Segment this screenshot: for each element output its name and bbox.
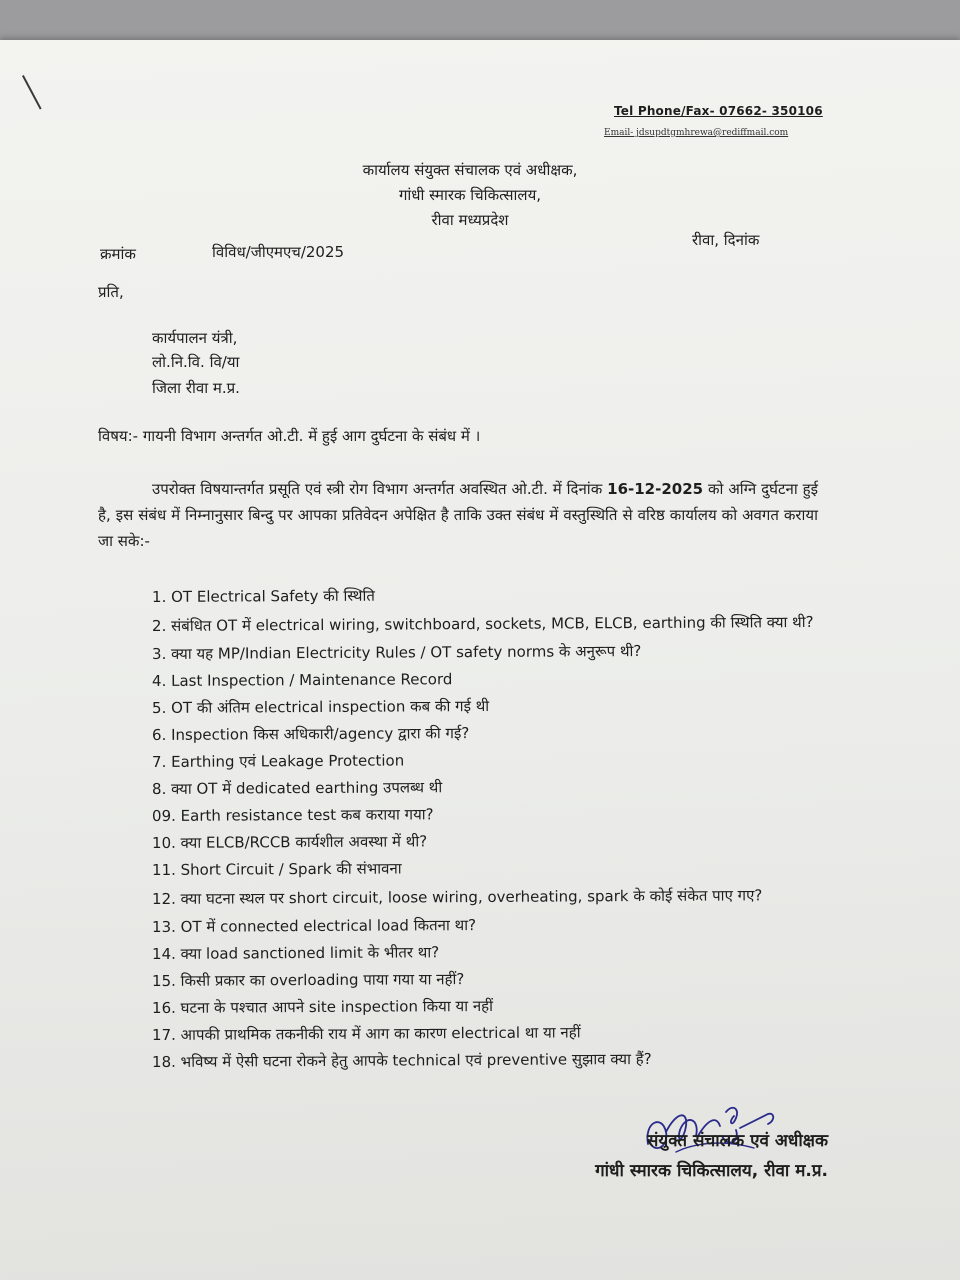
- letter-page: [0, 40, 960, 1280]
- body-text-after-date: को अग्नि दुर्घटना हुई है, इस संबंध में निम्नानुसार बिन्दु पर आपका प्रतिवेदन अपेक्षित है ताकि उक्त संबंध में वस्तुस्थिति से वरिष्ठ कार्यालय को अवगत कराया जा सके:-: [98, 480, 818, 550]
- list-item: 1. OT Electrical Safety की स्थिति: [151, 586, 375, 606]
- list-item: 3. क्या यह MP/Indian Electricity Rules / OT safety norms के अनुरूप थी?: [151, 642, 642, 663]
- reference-number: विविध/जीएमएच/2025: [212, 243, 345, 261]
- recipient-line-3: जिला रीवा म.प्र.: [152, 379, 240, 397]
- list-item: 5. OT की अंतिम electrical inspection कब की गई थी: [151, 696, 490, 717]
- place-date: रीवा, दिनांक: [692, 231, 760, 249]
- body-paragraph: [98, 476, 818, 554]
- list-item: 8. क्या OT में dedicated earthing उपलब्ध थी: [151, 778, 443, 798]
- signature-block: [528, 1126, 828, 1186]
- recipient-line-1: कार्यपालन यंत्री,: [152, 329, 238, 347]
- list-item: 4. Last Inspection / Maintenance Record: [151, 670, 453, 690]
- phone-fax: Tel Phone/Fax- 07662- 350106: [614, 104, 823, 118]
- office-name-line-1: कार्यालय संयुक्त संचालक एवं अधीक्षक,: [362, 161, 578, 179]
- list-item: 15. किसी प्रकार का overloading पाया गया या नहीं?: [151, 970, 465, 990]
- list-item: 7. Earthing एवं Leakage Protection: [151, 751, 405, 771]
- pen-mark: [22, 75, 42, 109]
- list-item: 17. आपकी प्राथमिक तकनीकी राय में आग का कारण electrical था या नहीं: [151, 1023, 581, 1044]
- signatory-title: संयुक्त संचालक एवं अधीक्षक: [646, 1131, 828, 1151]
- list-item: 09. Earth resistance test कब कराया गया?: [151, 805, 434, 825]
- list-item: 13. OT में connected electrical load कितना था?: [151, 916, 477, 936]
- list-item: 11. Short Circuit / Spark की संभावना: [151, 859, 402, 879]
- points-list: [152, 584, 842, 1076]
- list-item: 2. संबंधित OT में electrical wiring, switchboard, sockets, MCB, ELCB, earthing की स्थिति क्या थी?: [151, 612, 814, 635]
- signatory-office: गांधी स्मारक चिकित्सालय, रीवा म.प्र.: [595, 1161, 828, 1181]
- list-item: 6. Inspection किस अधिकारी/agency द्वारा की गई?: [151, 724, 470, 744]
- body-text-before-date: उपरोक्त विषयान्तर्गत प्रसूति एवं स्त्री रोग विभाग अन्तर्गत अवस्थित ओ.टी. में दिनांक: [152, 480, 603, 498]
- list-item: 16. घटना के पश्चात आपने site inspection किया या नहीं: [151, 996, 494, 1017]
- list-item: 14. क्या load sanctioned limit के भीतर था?: [151, 943, 440, 963]
- incident-date: 16-12-2025: [607, 480, 704, 498]
- salutation: प्रति,: [98, 283, 124, 301]
- list-item: 18. भविष्य में ऐसी घटना रोकने हेतु आपके technical एवं preventive सुझाव क्या हैं?: [151, 1049, 652, 1071]
- list-item: 12. क्या घटना स्थल पर short circuit, loose wiring, overheating, spark के कोई संकेत पाए गए?: [151, 886, 763, 908]
- recipient-line-2: लो.नि.वि. वि/या: [152, 353, 240, 371]
- reference-label: क्रमांक: [100, 245, 136, 263]
- office-name-line-3: रीवा मध्यप्रदेश: [431, 211, 509, 229]
- office-name-line-2: गांधी स्मारक चिकित्सालय,: [398, 186, 542, 204]
- email-address: Email- jdsupdtgmhrewa@rediffmail.com: [604, 128, 789, 138]
- subject-line: विषय:- गायनी विभाग अन्तर्गत ओ.टी. में हुई आग दुर्घटना के संबंध में ।: [98, 427, 481, 445]
- list-item: 10. क्या ELCB/RCCB कार्यशील अवस्था में थी?: [151, 832, 428, 852]
